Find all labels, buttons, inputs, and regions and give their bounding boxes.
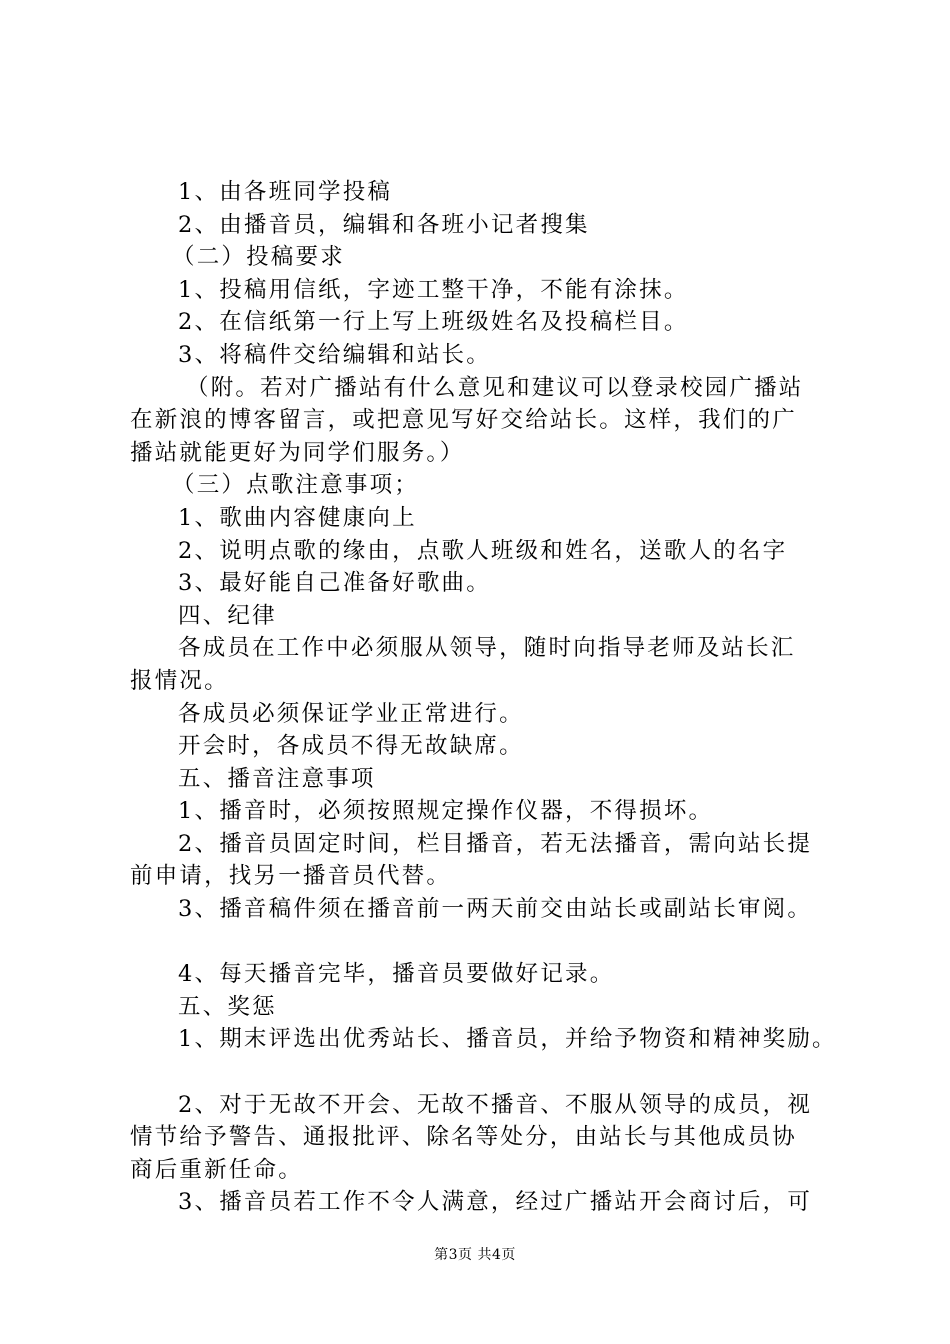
text-line: 商后重新任命。 [130,1156,303,1183]
text-line: 五、奖惩 [178,993,277,1020]
text-line: 前申请，找另一播音员代替。 [130,863,452,890]
text-line: 2、对于无故不开会、无故不播音、不服从领导的成员，视 [178,1091,813,1118]
text-line: 四、纪律 [178,602,277,629]
text-line: 1、播音时，必须按照规定操作仪器，不得损坏。 [178,798,714,825]
text-line: 五、播音注意事项 [178,765,376,792]
text-line: 各成员在工作中必须服从领导，随时向指导老师及站长汇 [178,635,796,662]
page-footer: 第3页 共4页 [434,1247,516,1263]
text-line: （附。若对广播站有什么意见和建议可以登录校园广播站 [186,374,804,401]
text-line: 开会时，各成员不得无故缺席。 [178,733,524,760]
text-line: 1、歌曲内容健康向上 [178,504,417,531]
text-line: 在新浪的博客留言，或把意见写好交给站长。这样，我们的广 [130,407,797,434]
text-line: 3、最好能自己准备好歌曲。 [178,570,491,597]
text-line: 情节给予警告、通报批评、除名等处分，由站长与其他成员协 [130,1124,797,1151]
blank-line [130,1056,836,1089]
text-line: 播站就能更好为同学们服务。） [130,439,465,466]
text-line: 3、将稿件交给编辑和站长。 [178,341,491,368]
text-line: 4、每天播音完毕，播音员要做好记录。 [178,961,615,988]
text-line: 各成员必须保证学业正常进行。 [178,700,524,727]
text-line: 2、由播音员，编辑和各班小记者搜集 [178,211,590,238]
text-line: （二）投稿要求 [172,244,345,271]
text-line: 3、播音稿件须在播音前一两天前交由站长或副站长审阅。 [178,896,813,923]
document-body [130,176,836,1219]
text-line: 1、期末评选出优秀站长、播音员，并给予物资和精神奖励。 [178,1026,837,1053]
blank-line [130,926,836,959]
text-line: 1、由各班同学投稿 [178,179,393,205]
text-line: 1、投稿用信纸，字迹工整干净，不能有涂抹。 [178,276,689,303]
text-line: 2、播音员固定时间，栏目播音，若无法播音，需向站长提 [178,830,813,857]
text-line: 2、在信纸第一行上写上班级姓名及投稿栏目。 [178,309,689,336]
text-line: 报情况。 [130,667,229,694]
text-line: 2、说明点歌的缘由，点歌人班级和姓名，送歌人的名字 [178,537,788,564]
text-line: （三）点歌注意事项； [172,472,420,499]
text-line: 3、播音员若工作不令人满意，经过广播站开会商讨后，可 [178,1189,813,1216]
